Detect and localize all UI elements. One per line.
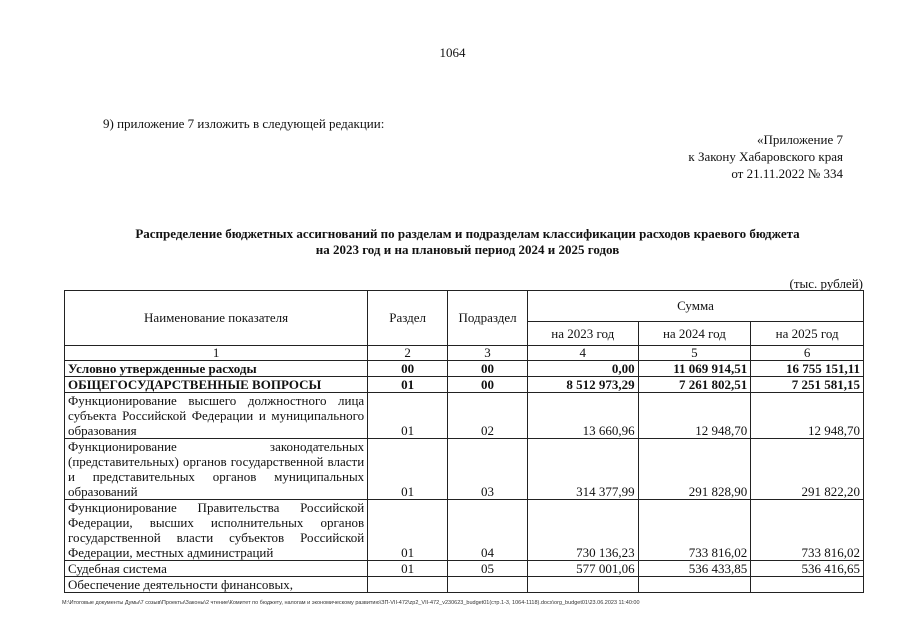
row-section: 01 — [368, 393, 448, 439]
row-value-2025: 12 948,70 — [751, 393, 864, 439]
annex-reference — [688, 131, 843, 182]
header-section: Раздел — [368, 291, 448, 346]
row-subsection — [448, 577, 528, 593]
col-number: 2 — [368, 346, 448, 361]
col-number: 4 — [527, 346, 638, 361]
row-name: Судебная система — [65, 561, 368, 577]
row-section: 00 — [368, 361, 448, 377]
row-value-2024 — [638, 577, 751, 593]
col-number: 6 — [751, 346, 864, 361]
header-year-2024: на 2024 год — [638, 322, 751, 346]
row-value-2023: 577 001,06 — [527, 561, 638, 577]
row-value-2023: 8 512 973,29 — [527, 377, 638, 393]
row-name: Функционирование высшего должностного лица субъекта Российской Федерации и муниципального образования — [65, 393, 368, 439]
table-row — [65, 377, 864, 393]
row-value-2025: 7 251 581,15 — [751, 377, 864, 393]
row-section: 01 — [368, 439, 448, 500]
header-year-2025: на 2025 год — [751, 322, 864, 346]
row-name: ОБЩЕГОСУДАРСТВЕННЫЕ ВОПРОСЫ — [65, 377, 368, 393]
row-value-2025: 733 816,02 — [751, 500, 864, 561]
header-year-2023: на 2023 год — [527, 322, 638, 346]
annex-line-2: к Закону Хабаровского края — [688, 149, 843, 164]
row-value-2023: 0,00 — [527, 361, 638, 377]
row-name: Функционирование законодательных (представительных) органов государственной власти и представительных органов муниципальных образований — [65, 439, 368, 500]
row-name: Функционирование Правительства Российской Федерации, высших исполнительных органов государственной власти субъектов Российской Федерации, местных администраций — [65, 500, 368, 561]
title-line-2: на 2023 год и на плановый период 2024 и 2025 годов — [315, 242, 620, 257]
document-title — [60, 226, 875, 258]
row-section: 01 — [368, 500, 448, 561]
row-value-2024: 11 069 914,51 — [638, 361, 751, 377]
row-value-2025: 291 822,20 — [751, 439, 864, 500]
header-name: Наименование показателя — [65, 291, 368, 346]
col-number: 5 — [638, 346, 751, 361]
row-value-2023: 730 136,23 — [527, 500, 638, 561]
units-label: (тыс. рублей) — [789, 276, 863, 291]
budget-table — [64, 290, 864, 593]
file-path-footer: M:\Итоговые документы Думы\7 созыв\Проекты\Законы\2 чтение\Комитет по бюджету, налогам и экономическому развитию\ЗП-VII-472\zp2_VII-472_v230623_budget01(стр.1-3, 1064-1118).docx\org_budget01\23.06.2023 11:40:00 — [62, 600, 640, 606]
row-value-2024: 7 261 802,51 — [638, 377, 751, 393]
row-subsection: 04 — [448, 500, 528, 561]
row-value-2023: 314 377,99 — [527, 439, 638, 500]
title-line-1: Распределение бюджетных ассигнований по разделам и подразделам классификации расходов краевого бюджета — [135, 226, 800, 241]
row-name: Обеспечение деятельности финансовых, — [65, 577, 368, 593]
row-value-2024: 536 433,85 — [638, 561, 751, 577]
row-subsection: 05 — [448, 561, 528, 577]
row-subsection: 00 — [448, 361, 528, 377]
annex-line-1: «Приложение 7 — [756, 132, 843, 147]
row-name: Условно утвержденные расходы — [65, 361, 368, 377]
intro-text: 9) приложение 7 изложить в следующей редакции: — [103, 116, 385, 131]
col-number: 3 — [448, 346, 528, 361]
table-row — [65, 439, 864, 500]
row-value-2024: 733 816,02 — [638, 500, 751, 561]
row-value-2025 — [751, 577, 864, 593]
row-value-2024: 291 828,90 — [638, 439, 751, 500]
col-number: 1 — [65, 346, 368, 361]
row-value-2023 — [527, 577, 638, 593]
row-value-2025: 16 755 151,11 — [751, 361, 864, 377]
annex-line-3: от 21.11.2022 № 334 — [731, 166, 843, 181]
row-subsection: 00 — [448, 377, 528, 393]
table-row — [65, 500, 864, 561]
row-subsection: 02 — [448, 393, 528, 439]
table-row — [65, 393, 864, 439]
row-section — [368, 577, 448, 593]
row-subsection: 03 — [448, 439, 528, 500]
row-value-2023: 13 660,96 — [527, 393, 638, 439]
row-section: 01 — [368, 377, 448, 393]
header-subsection: Подраздел — [448, 291, 528, 346]
page-number: 1064 — [439, 45, 466, 60]
table-row — [65, 361, 864, 377]
header-sum: Сумма — [527, 291, 863, 322]
row-value-2025: 536 416,65 — [751, 561, 864, 577]
row-section: 01 — [368, 561, 448, 577]
table-row — [65, 577, 864, 593]
row-value-2024: 12 948,70 — [638, 393, 751, 439]
table-row — [65, 561, 864, 577]
